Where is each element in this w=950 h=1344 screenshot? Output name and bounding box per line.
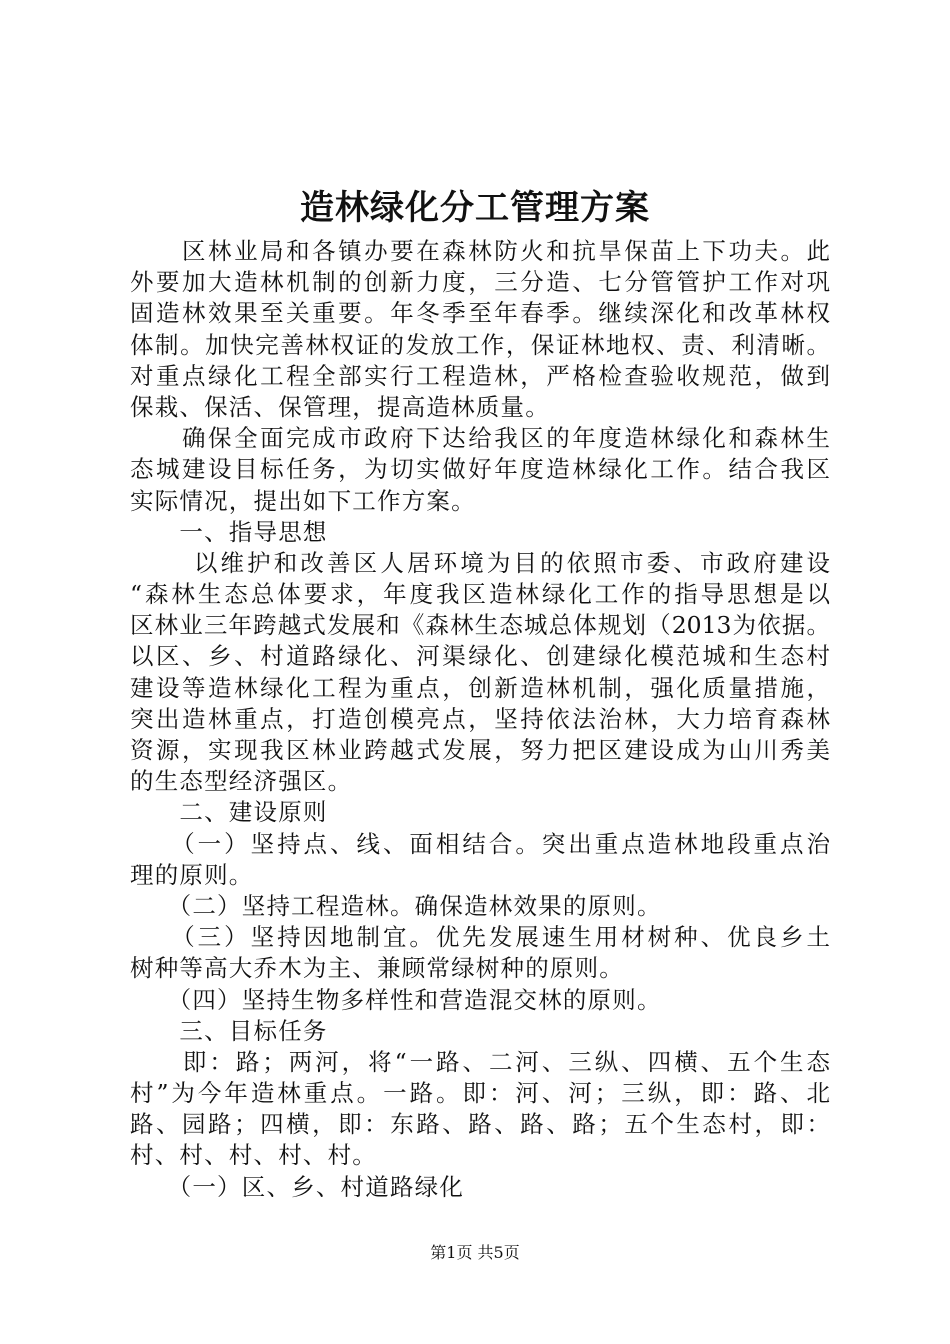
- page-footer: 第1页 共5页: [430, 1243, 520, 1262]
- text-line: 以区、乡、村道路绿化、河渠绿化、创建绿化模范城和生态村: [130, 642, 830, 671]
- text-line: 态城建设目标任务，为切实做好年度造林绿化工作。结合我区: [130, 455, 830, 484]
- text-line: 突出造林重点，打造创模亮点，坚持依法治林，大力培育森林: [130, 704, 830, 733]
- text-line: 区林业局和各镇办要在森林防火和抗旱保苗上下功夫。此: [130, 237, 830, 265]
- text-line: 区林业三年跨越式发展和《森林生态城总体规划（2013为依据。: [130, 611, 830, 640]
- text-line: 的生态型经济强区。: [130, 767, 353, 796]
- text-line: （一）坚持点、线、面相结合。突出重点造林地段重点治: [130, 829, 830, 858]
- text-line: 确保全面完成市政府下达给我区的年度造林绿化和森林生: [130, 424, 830, 453]
- text-line: 外要加大造林机制的创新力度，三分造、七分管管护工作对巩: [130, 268, 830, 297]
- text-line: 体制。加快完善林权证的发放工作，保证林地权、责、利清晰。: [130, 330, 830, 359]
- text-line: 固造林效果至关重要。年冬季至年春季。继续深化和改革林权: [130, 299, 830, 328]
- text-line: 树种等高大乔木为主、兼顾常绿树种的原则。: [130, 954, 624, 983]
- text-line: 建设等造林绿化工程为重点，创新造林机制，强化质量措施，: [130, 673, 830, 702]
- text-line: 三、目标任务: [130, 1016, 328, 1045]
- page-title: 造林绿化分工管理方案: [300, 188, 650, 228]
- text-line: 实际情况，提出如下工作方案。: [130, 486, 476, 515]
- text-line: 一、指导思想: [130, 517, 328, 546]
- text-line: 路、园路；四横，即：东路、路、路、路；五个生态村，即：: [130, 1110, 830, 1139]
- text-line: 即：路；两河，将“一路、二河、三纵、四横、五个生态: [130, 1047, 830, 1076]
- text-line: 对重点绿化工程全部实行工程造林，严格检查验收规范，做到: [130, 361, 830, 390]
- text-line: （三）坚持因地制宜。优先发展速生用材树种、优良乡土: [130, 923, 830, 952]
- text-line: 资源，实现我区林业跨越式发展，努力把区建设成为山川秀美: [130, 736, 830, 764]
- text-line: 理的原则。: [130, 860, 254, 889]
- text-line: 二、建设原则: [130, 798, 328, 827]
- text-line: （一）区、乡、村道路绿化: [130, 1172, 465, 1201]
- text-line: “森林生态总体要求，年度我区造林绿化工作的指导思想是以: [130, 580, 830, 609]
- text-line: 以维护和改善区人居环境为目的依照市委、市政府建设: [130, 548, 830, 577]
- text-line: （四）坚持生物多样性和营造混交林的原则。: [130, 985, 662, 1014]
- text-line: （二）坚持工程造林。确保造林效果的原则。: [130, 891, 662, 920]
- text-line: 保栽、保活、保管理，提高造林质量。: [130, 392, 550, 421]
- document-body: [130, 236, 830, 1203]
- text-line: 村”为今年造林重点。一路。即：河、河；三纵，即：路、北: [130, 1079, 830, 1108]
- text-line: 村、村、村、村、村。: [130, 1141, 377, 1170]
